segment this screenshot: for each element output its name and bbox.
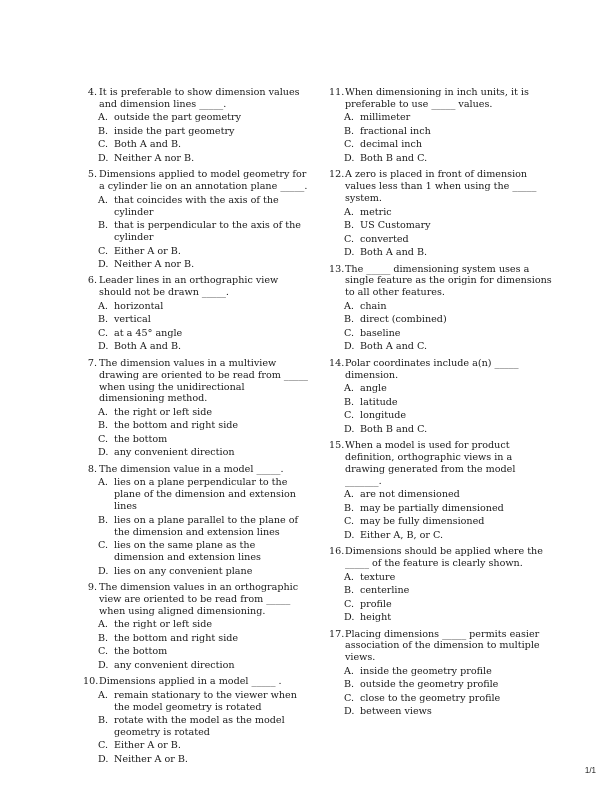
question-text: The dimension values in an orthographic view are oriented to be read from _____ when using aligned dimensioning. <box>99 581 299 617</box>
option-text: metric <box>360 206 392 218</box>
answer-option <box>83 328 308 340</box>
right-question-column <box>329 87 554 723</box>
option-letter: A. <box>98 477 108 489</box>
option-text: US Customary <box>360 220 431 232</box>
answer-option <box>83 646 308 658</box>
option-text: Both A and B. <box>360 247 428 259</box>
option-text: horizontal <box>114 300 164 312</box>
question-text: The dimension value in a model _____. <box>99 463 284 475</box>
option-letter: D. <box>98 659 109 671</box>
question-item <box>83 582 308 672</box>
answer-option <box>83 153 308 165</box>
option-letter: C. <box>344 327 355 339</box>
option-letter: C. <box>98 540 109 552</box>
answer-option <box>83 246 308 258</box>
question-text: The dimension values in a multiview drawing are oriented to be read from _____ when using the unidirectional dimensioning method. <box>99 357 308 405</box>
answer-option <box>83 715 308 739</box>
answer-option <box>83 259 308 271</box>
option-text: decimal inch <box>360 139 422 151</box>
answer-option <box>329 489 554 501</box>
option-letter: D. <box>344 247 355 259</box>
option-letter: D. <box>344 423 355 435</box>
option-text: any convenient direction <box>114 659 235 671</box>
question-number: 6. <box>87 275 97 287</box>
question-text: A zero is placed in front of dimension values less than 1 when using the _____ system. <box>345 169 537 205</box>
option-letter: B. <box>344 502 355 514</box>
answer-option <box>329 112 554 124</box>
option-letter: B. <box>98 220 109 232</box>
answer-option <box>329 666 554 678</box>
answer-option <box>329 706 554 718</box>
question-item <box>83 275 308 353</box>
question-stem <box>329 629 554 665</box>
option-text: converted <box>360 233 409 245</box>
answer-option <box>329 301 554 313</box>
option-text: outside the geometry profile <box>360 679 499 691</box>
question-stem <box>83 464 308 476</box>
option-letter: B. <box>344 396 355 408</box>
option-letter: B. <box>344 314 355 326</box>
question-stem <box>329 546 554 570</box>
answer-option <box>329 503 554 515</box>
option-letter: C. <box>98 245 109 257</box>
option-letter: A. <box>98 619 108 631</box>
option-letter: A. <box>344 489 354 501</box>
answer-option <box>83 447 308 459</box>
option-text: Neither A nor B. <box>114 152 195 164</box>
question-stem <box>83 358 308 406</box>
option-text: close to the geometry profile <box>360 692 501 704</box>
option-text: centerline <box>360 585 410 597</box>
answer-option <box>329 328 554 340</box>
option-text: chain <box>360 300 387 312</box>
answer-option <box>83 314 308 326</box>
option-letter: C. <box>344 139 355 151</box>
answer-option <box>83 515 308 539</box>
answer-option <box>83 619 308 631</box>
question-stem <box>329 87 554 111</box>
option-letter: B. <box>98 715 109 727</box>
option-text: angle <box>360 383 387 395</box>
option-letter: B. <box>344 125 355 137</box>
option-letter: C. <box>98 646 109 658</box>
answer-option <box>329 585 554 597</box>
answer-option <box>329 599 554 611</box>
option-text: the bottom and right side <box>114 632 239 644</box>
question-text: When a model is used for product definition, orthographic views in a drawing generated from the model _______. <box>345 440 516 487</box>
option-letter: A. <box>98 406 108 418</box>
question-stem <box>83 169 308 193</box>
answer-option <box>83 195 308 219</box>
answer-option <box>329 341 554 353</box>
option-letter: B. <box>344 679 355 691</box>
question-text: Leader lines in an orthographic view should not be drawn _____. <box>99 275 279 299</box>
answer-option <box>329 397 554 409</box>
option-text: Either A, B, or C. <box>360 529 444 541</box>
question-item <box>83 676 308 766</box>
question-text: When dimensioning in inch units, it is preferable to use _____ values. <box>345 87 529 110</box>
option-text: may be fully dimensioned <box>360 516 485 528</box>
option-text: fractional inch <box>360 125 431 137</box>
answer-option <box>329 679 554 691</box>
option-letter: D. <box>98 753 109 765</box>
option-text: the right or left side <box>114 406 213 418</box>
option-text: height <box>360 612 392 624</box>
answer-option <box>329 516 554 528</box>
option-letter: A. <box>344 383 354 395</box>
option-text: remain stationary to the viewer when the model geometry is rotated <box>114 689 297 713</box>
question-number: 15. <box>329 440 345 452</box>
answer-option <box>83 139 308 151</box>
answer-option <box>329 410 554 422</box>
option-letter: C. <box>344 233 355 245</box>
option-letter: B. <box>98 314 109 326</box>
answer-option <box>329 572 554 584</box>
question-number: 8. <box>87 463 97 475</box>
answer-option <box>83 220 308 244</box>
option-letter: B. <box>344 585 355 597</box>
question-stem <box>329 358 554 382</box>
option-text: Either A or B. <box>114 740 181 752</box>
question-number: 12. <box>329 169 345 181</box>
answer-option <box>329 383 554 395</box>
question-item <box>329 629 554 719</box>
question-number: 16. <box>329 546 345 558</box>
question-item <box>329 546 554 624</box>
question-item <box>329 358 554 436</box>
option-letter: B. <box>98 125 109 137</box>
option-text: profile <box>360 598 392 610</box>
option-text: baseline <box>360 327 401 339</box>
question-item <box>329 440 554 542</box>
option-text: Both A and B. <box>114 139 182 151</box>
question-text: Dimensions applied in a model _____ . <box>99 676 282 688</box>
question-stem <box>329 264 554 300</box>
answer-option <box>329 234 554 246</box>
option-letter: D. <box>344 706 355 718</box>
answer-option <box>83 434 308 446</box>
answer-option <box>83 126 308 138</box>
answer-option <box>83 690 308 714</box>
answer-option <box>329 207 554 219</box>
option-text: between views <box>360 706 432 718</box>
question-item <box>329 169 554 259</box>
option-letter: C. <box>98 327 109 339</box>
question-item <box>329 87 554 165</box>
option-text: Both B and C. <box>360 423 428 435</box>
question-item <box>83 358 308 460</box>
option-text: lies on a plane perpendicular to the plane of the dimension and extension lines <box>114 477 296 513</box>
option-text: that is perpendicular to the axis of the cylinder <box>114 220 301 244</box>
option-letter: D. <box>98 259 109 271</box>
answer-option <box>83 477 308 513</box>
option-text: the right or left side <box>114 619 213 631</box>
answer-option <box>329 530 554 542</box>
question-text: Dimensions should be applied where the _____ of the feature is clearly shown. <box>345 546 543 570</box>
option-letter: C. <box>98 740 109 752</box>
option-text: may be partially dimensioned <box>360 502 504 514</box>
option-letter: A. <box>344 300 354 312</box>
answer-option <box>329 693 554 705</box>
answer-option <box>83 660 308 672</box>
question-text: It is preferable to show dimension values and dimension lines _____. <box>99 87 300 110</box>
question-number: 11. <box>329 87 345 98</box>
answer-option <box>329 424 554 436</box>
question-text: Dimensions applied to model geometry for a cylinder lie on an annotation plane _____. <box>99 169 308 193</box>
answer-option <box>83 633 308 645</box>
option-letter: B. <box>98 420 109 432</box>
option-letter: D. <box>344 612 355 624</box>
answer-option <box>329 153 554 165</box>
option-text: Both B and C. <box>360 152 428 164</box>
option-text: Both A and C. <box>360 341 428 353</box>
option-letter: C. <box>98 433 109 445</box>
question-number: 9. <box>87 581 97 593</box>
option-letter: C. <box>344 692 355 704</box>
option-text: lies on a plane parallel to the plane of the dimension and extension lines <box>114 514 299 538</box>
option-text: Both A and B. <box>114 341 182 353</box>
question-text: Polar coordinates include a(n) _____ dimension. <box>345 357 519 381</box>
option-letter: A. <box>344 571 354 583</box>
option-text: Neither A nor B. <box>114 259 195 271</box>
question-item <box>329 264 554 354</box>
option-letter: C. <box>344 410 355 422</box>
page-number: 1/1 <box>584 766 596 775</box>
option-text: Either A or B. <box>114 245 181 257</box>
option-text: are not dimensioned <box>360 489 460 501</box>
answer-option <box>83 566 308 578</box>
option-letter: A. <box>98 689 108 701</box>
question-item <box>83 464 308 578</box>
option-text: texture <box>360 571 396 583</box>
option-letter: C. <box>344 598 355 610</box>
option-text: the bottom and right side <box>114 420 239 432</box>
option-letter: D. <box>98 447 109 459</box>
option-text: lies on the same plane as the dimension and extension lines <box>114 540 261 563</box>
question-text: Placing dimensions _____ permits easier association of the dimension to multiple views. <box>345 628 540 664</box>
answer-option <box>83 754 308 766</box>
option-letter: C. <box>98 139 109 151</box>
option-text: millimeter <box>360 112 411 124</box>
option-letter: D. <box>98 565 109 577</box>
answer-option <box>83 740 308 752</box>
question-item <box>83 169 308 271</box>
option-text: Neither A or B. <box>114 753 188 765</box>
option-letter: D. <box>98 341 109 353</box>
question-stem <box>83 582 308 618</box>
question-number: 10. <box>83 676 99 688</box>
option-letter: A. <box>98 194 108 206</box>
answer-option <box>329 220 554 232</box>
answer-option <box>83 112 308 124</box>
answer-option <box>83 540 308 564</box>
option-text: any convenient direction <box>114 447 235 459</box>
answer-option <box>329 314 554 326</box>
question-number: 7. <box>87 357 97 369</box>
option-text: inside the part geometry <box>114 125 235 137</box>
option-letter: A. <box>98 300 108 312</box>
question-number: 14. <box>329 357 345 369</box>
option-text: the bottom <box>114 433 168 445</box>
question-stem <box>329 169 554 205</box>
answer-option <box>329 247 554 259</box>
question-number: 17. <box>329 628 345 640</box>
option-text: direct (combined) <box>360 314 447 326</box>
answer-option <box>329 126 554 138</box>
option-text: latitude <box>360 396 398 408</box>
option-letter: B. <box>98 632 109 644</box>
option-letter: D. <box>344 152 355 164</box>
option-letter: D. <box>344 341 355 353</box>
option-letter: B. <box>98 514 109 526</box>
answer-option <box>83 420 308 432</box>
option-text: at a 45° angle <box>114 327 183 339</box>
question-number: 4. <box>87 87 97 98</box>
option-letter: B. <box>344 220 355 232</box>
option-text: longitude <box>360 410 407 422</box>
option-letter: A. <box>344 665 354 677</box>
left-question-column <box>83 87 308 770</box>
question-stem <box>83 275 308 299</box>
question-number: 13. <box>329 263 345 275</box>
question-stem <box>83 87 308 111</box>
option-text: that coincides with the axis of the cylinder <box>114 194 279 218</box>
option-text: inside the geometry profile <box>360 665 492 677</box>
question-text: The _____ dimensioning system uses a single feature as the origin for dimensions to all other features. <box>345 263 552 299</box>
answer-option <box>329 139 554 151</box>
answer-option <box>83 407 308 419</box>
question-stem <box>83 676 308 688</box>
question-stem <box>329 440 554 488</box>
option-letter: A. <box>98 112 108 124</box>
answer-option <box>83 341 308 353</box>
option-letter: D. <box>344 529 355 541</box>
question-item <box>83 87 308 165</box>
option-letter: C. <box>344 516 355 528</box>
option-letter: A. <box>344 206 354 218</box>
option-text: vertical <box>114 314 151 326</box>
answer-option <box>329 612 554 624</box>
option-text: rotate with the model as the model geometry is rotated <box>114 715 285 738</box>
option-text: outside the part geometry <box>114 112 242 124</box>
option-text: lies on any convenient plane <box>114 565 253 577</box>
answer-option <box>83 301 308 313</box>
option-letter: A. <box>344 112 354 124</box>
option-letter: D. <box>98 152 109 164</box>
question-number: 5. <box>87 169 97 181</box>
option-text: the bottom <box>114 646 168 658</box>
